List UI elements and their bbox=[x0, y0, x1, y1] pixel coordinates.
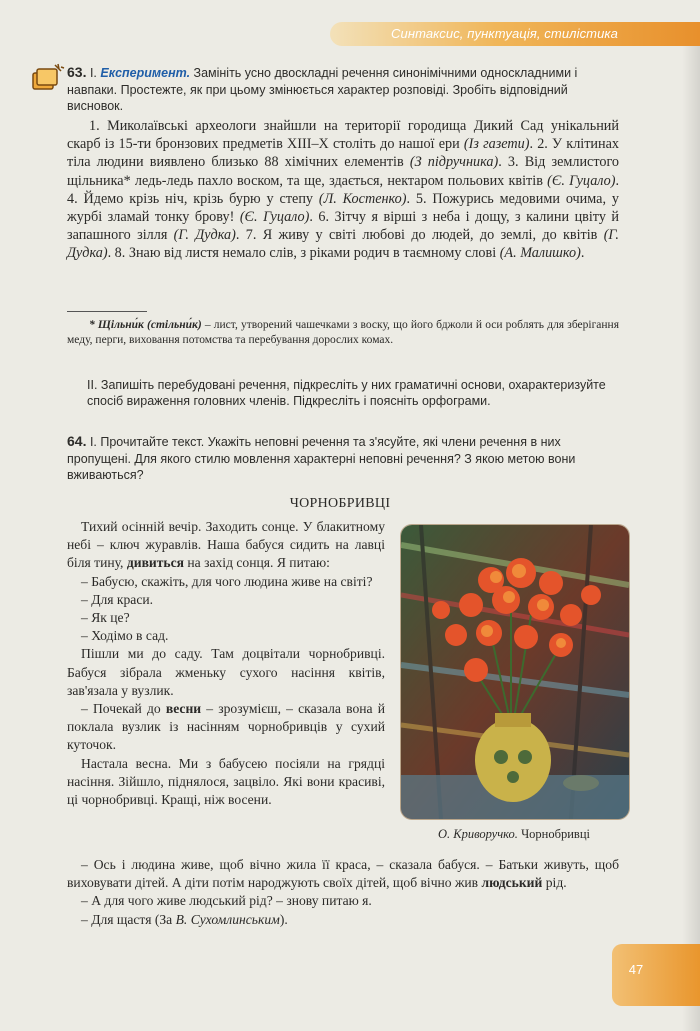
task-63-number: 63. bbox=[67, 64, 87, 80]
story-text-column bbox=[67, 518, 385, 809]
dialogue-line: – Ходімо в сад. bbox=[81, 628, 169, 644]
footnote-term: * Щільни́к (стільни́к) bbox=[89, 319, 202, 331]
story-paragraph: Пішли ми до саду. Там доцвітали чорнобривці. Бабуся зібрала жменьку сухого насіння квітів, зав'язала у вузлик. bbox=[67, 646, 385, 698]
dialogue-line: – Для краси. bbox=[81, 591, 154, 607]
sentence-source: (Л. Костенко) bbox=[318, 190, 407, 207]
sentence-1: 1. Миколаївські археологи знайшли на території городища Дикий Сад унікальний скарб із 15-ти бронзових предметів XIII–X століть до нашої ери bbox=[67, 118, 619, 153]
page-number: 47 bbox=[628, 962, 644, 977]
dialogue-line: – Бабусю, скажіть, для чого людина живе на світі? bbox=[81, 573, 373, 589]
dialogue-line: – Почекай до весни – зрозумієш, – сказала вона й поклала вузлик із насінням чорнобривців у сухий куточок. bbox=[67, 701, 386, 753]
caption-title: Чорнобривці bbox=[517, 827, 590, 841]
story-paragraph: Настала весна. Ми з бабусею посіяли на грядці насіння. Зійшло, піднялося, зацвіло. Які вони красиві, ці чорнобривці. Кращі, ніж восени. bbox=[67, 755, 385, 808]
footnote-divider bbox=[67, 311, 147, 312]
sentence-6: . 6. Зітчу я вірші з неба і дощу, з калини цвіту й запашного зілля bbox=[67, 209, 620, 244]
task-64-instruction: I. Прочитайте текст. Укажіть неповні речення та з'ясуйте, які члени речення в них пропущені. Для якого стилю мовлення характерні неповні речення? З якою метою вони вживаються? bbox=[67, 435, 576, 482]
sentence-source: (Г. Дудка) bbox=[67, 227, 619, 262]
page-edge-shadow bbox=[682, 40, 700, 1031]
sentence-source: (Є. Гуцало) bbox=[239, 209, 310, 226]
sentence-source: (Г. Дудка) bbox=[173, 227, 236, 244]
task-63-intro bbox=[67, 64, 619, 115]
sentence-source: (Із газети) bbox=[463, 136, 530, 153]
sentence-3: . 3. Від землистого щільника* ледь-ледь пахло воском, та ще, здається, нектаром польових квітів bbox=[67, 154, 620, 189]
task-63-part2: II. Запишіть перебудовані речення, підкресліть у них граматичні основи, охарактеризуйте спосіб вираження головних членів. Підкресліть і поясніть орфограми. bbox=[87, 378, 606, 408]
marigolds-painting bbox=[401, 525, 629, 819]
story-title: ЧОРНОБРИВЦІ bbox=[289, 496, 391, 511]
painting-caption bbox=[400, 827, 628, 842]
sentence-5: . 5. Пожурись медовими очима, у журбі зламай тонку брову! bbox=[67, 190, 619, 226]
sentence-8: . 8. Знаю від листя немало слів, з ріками родич в таємному слові bbox=[107, 245, 500, 262]
sentence-end: . bbox=[580, 245, 585, 262]
section-title: Синтаксис, пунктуація, стилістика bbox=[391, 26, 618, 41]
sentence-source: (А. Малишко) bbox=[499, 245, 581, 262]
caption-author: О. Криворучко. bbox=[438, 827, 518, 841]
dialogue-line: – Як це? bbox=[81, 610, 130, 626]
task-64-intro bbox=[67, 433, 619, 484]
sentence-2: . 2. У клітинах тіла людини виявлено близько 88 хімічних елементів bbox=[67, 136, 619, 171]
story-paragraph: Тихий осінній вечір. Заходить сонце. У блакитному небі – ключ журавлів. Наша бабуся сидить на лавці біля тину, дивиться на захід сонця. Я питаю: bbox=[67, 519, 385, 571]
sentence-source: (З підручника) bbox=[409, 154, 499, 171]
footnote bbox=[67, 318, 619, 348]
story-text-wide bbox=[67, 856, 619, 929]
task-63-instruction: Замініть усно двоскладні речення синонімічними односкладними і навпаки. Простежте, як при цьому змінюється характер розповіді. Зробіть відповідний висновок. bbox=[67, 66, 578, 113]
footnote-text: – лист, утворений чашечками з воску, що його бджоли й оси роблять для зберігання меду, перги, виховання потомства та перебування дорослих комах. bbox=[67, 319, 619, 346]
task-64-number: 64. bbox=[67, 433, 87, 449]
sentence-4: . 4. Йдемо крізь ніч, крізь бурю у степу bbox=[67, 172, 620, 207]
dialogue-line: – Ось і людина живе, щоб вічно жила її краса, – сказала бабуся. – Батьки живуть, щоб виховувати дітей. А діти потім народжують своїх дітей, щоб вічно жив людський рід. bbox=[67, 857, 619, 891]
experiment-label: Експеримент. bbox=[100, 66, 191, 80]
dialogue-line: – А для чого живе людський рід? – знову питаю я. bbox=[81, 893, 372, 909]
task-icon bbox=[31, 63, 65, 93]
task-63-part1-marker: I. bbox=[89, 66, 97, 80]
painting-image bbox=[400, 524, 630, 820]
sentence-7: . 7. Я живу у світі любові до людей, до землі, до квітів bbox=[235, 227, 604, 244]
exercise-sentences bbox=[67, 117, 619, 263]
sentence-source: (Є. Гуцало) bbox=[547, 172, 616, 189]
dialogue-line: – Для щастя (За В. Сухомлинським). bbox=[81, 911, 288, 927]
